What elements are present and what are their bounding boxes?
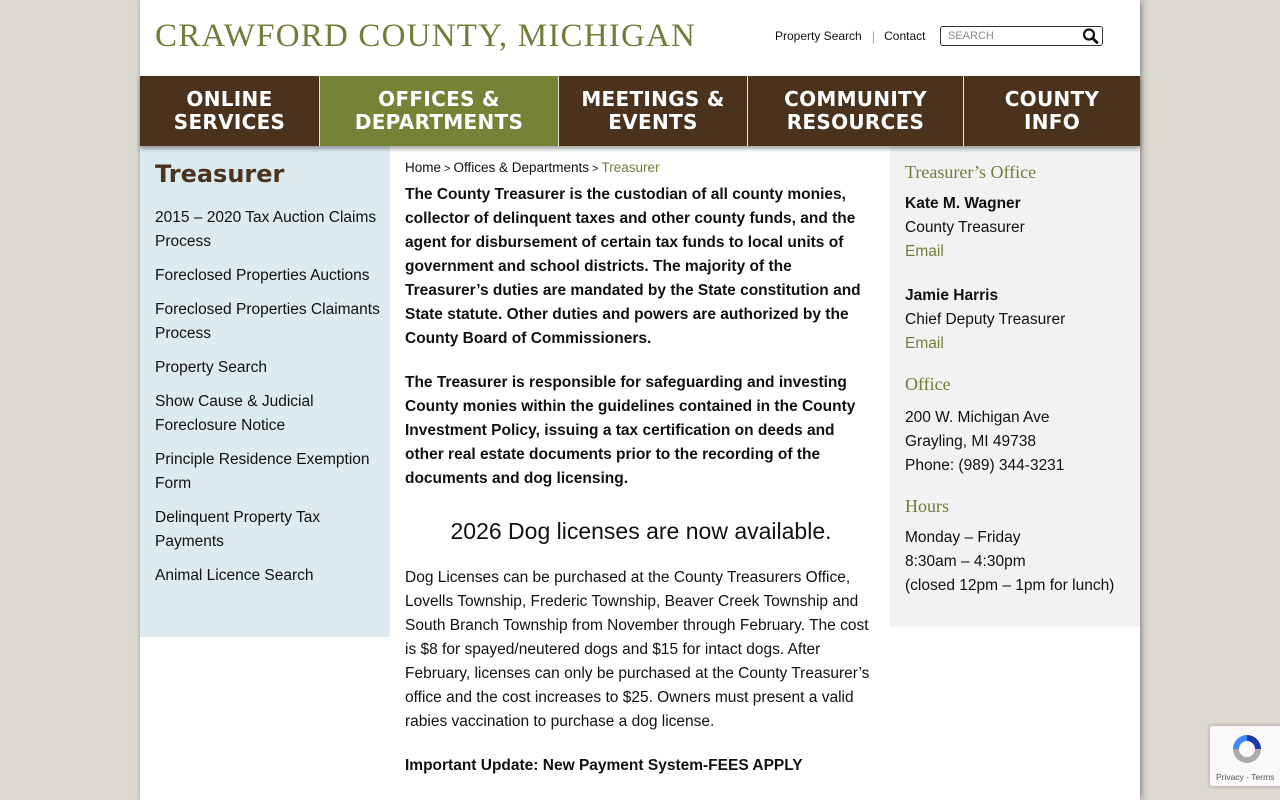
hours-days: Monday – Friday [905, 529, 1021, 546]
breadcrumb-separator: > [444, 163, 451, 175]
breadcrumb [405, 158, 877, 179]
sidebar-item-delinquent-tax[interactable]: Delinquent Property Tax Payments [155, 509, 321, 550]
address-city: Grayling, MI 49738 [905, 433, 1036, 450]
contact-panel [890, 146, 1140, 627]
contact-email-link[interactable]: Email [905, 243, 944, 260]
site-header [140, 0, 1140, 76]
hours-time: 8:30am – 4:30pm [905, 553, 1026, 570]
nav-label: COMMUNITY RESOURCES [784, 87, 927, 134]
nav-meetings-events[interactable] [559, 76, 748, 146]
contact-card [905, 284, 1135, 356]
breadcrumb-current: Treasurer [601, 160, 660, 175]
hours-heading: Hours [905, 496, 949, 516]
sidebar [140, 146, 390, 637]
sidebar-menu [155, 206, 380, 598]
search-icon[interactable] [1082, 28, 1099, 44]
site-title[interactable]: CRAWFORD COUNTY, MICHIGAN [155, 18, 697, 54]
sidebar-item-show-cause[interactable]: Show Cause & Judicial Foreclosure Notice [155, 393, 314, 434]
payment-update-notice: Important Update: New Payment System-FEES APPLY [405, 757, 803, 774]
page-container [140, 0, 1140, 800]
dog-license-paragraph: Dog Licenses can be purchased at the County Treasurers Office, Lovells Township, Frederic Township, Beaver Creek Township and South Branch Township from November through February. The cost is $8 for spayed/neutered dogs and $15 for intact dogs. After February, licenses can only be purchased at the County Treasurer’s office and the cost increases to $25. Owners must present a valid rabies vaccination to purchase a dog license. [405, 569, 870, 730]
address-street: 200 W. Michigan Ave [905, 409, 1050, 426]
sidebar-title: Treasurer [155, 160, 285, 188]
nav-online-services[interactable] [140, 76, 320, 146]
sidebar-item-foreclosed-claimants[interactable]: Foreclosed Properties Claimants Process [155, 301, 380, 342]
contact-name: Kate M. Wagner [905, 195, 1021, 212]
search-box [940, 26, 1103, 46]
intro-paragraph: The County Treasurer is the custodian of all county monies, collector of delinquent taxes and other county funds, and the agent for disbursement of certain tax funds to local units of government and school districts. The majority of the Treasurer’s duties are mandated by the State constitution and State statute. Other duties and powers are authorized by the County Board of Commissioners. [405, 186, 861, 347]
utility-links [775, 26, 925, 46]
address-phone: Phone: (989) 344-3231 [905, 457, 1065, 474]
address-block [905, 406, 1135, 478]
hours-block [905, 526, 1135, 598]
address-heading: Office [905, 374, 951, 394]
contact-title: Chief Deputy Treasurer [905, 311, 1066, 328]
recaptcha-icon [1230, 732, 1264, 771]
nav-label: OFFICES & DEPARTMENTS [354, 87, 524, 134]
util-separator: | [871, 28, 876, 44]
contact-link[interactable]: Contact [884, 29, 926, 43]
office-heading: Treasurer’s Office [905, 162, 1037, 182]
nav-offices-departments[interactable] [320, 76, 559, 146]
sidebar-item-residence-exemption[interactable]: Principle Residence Exemption Form [155, 451, 370, 492]
breadcrumb-home[interactable]: Home [405, 160, 442, 175]
contact-card [905, 192, 1135, 264]
nav-label: MEETINGS & EVENTS [581, 87, 725, 134]
nav-label: COUNTY INFO [1004, 87, 1100, 134]
contact-email-link[interactable]: Email [905, 335, 944, 352]
breadcrumb-separator: > [592, 163, 599, 175]
breadcrumb-offices[interactable]: Offices & Departments [453, 160, 590, 175]
nav-county-info[interactable] [964, 76, 1140, 146]
sidebar-item-tax-auction-claims[interactable]: 2015 – 2020 Tax Auction Claims Process [155, 209, 377, 250]
responsibility-paragraph: The Treasurer is responsible for safeguarding and investing County monies within the guidelines contained in the County Investment Policy, issuing a tax certification on deeds and other real estate documents prior to the recording of the documents and dog licensing. [405, 374, 856, 487]
contact-title: County Treasurer [905, 219, 1025, 236]
main-nav [140, 76, 1140, 146]
recaptcha-badge[interactable] [1210, 726, 1280, 786]
sidebar-item-animal-licence[interactable]: Animal Licence Search [155, 567, 314, 584]
sidebar-item-property-search[interactable]: Property Search [155, 359, 267, 376]
dog-license-announcement: 2026 Dog licenses are now available. [450, 518, 832, 544]
search-input[interactable] [948, 28, 1076, 44]
nav-community-resources[interactable] [748, 76, 964, 146]
hours-lunch: (closed 12pm – 1pm for lunch) [905, 577, 1115, 594]
contact-name: Jamie Harris [905, 287, 999, 304]
sidebar-item-foreclosed-auctions[interactable]: Foreclosed Properties Auctions [155, 267, 370, 284]
nav-label: ONLINE SERVICES [173, 87, 286, 134]
property-search-link[interactable]: Property Search [775, 29, 862, 43]
recaptcha-links[interactable]: Privacy - Terms [1216, 772, 1275, 782]
main-content [405, 158, 877, 798]
